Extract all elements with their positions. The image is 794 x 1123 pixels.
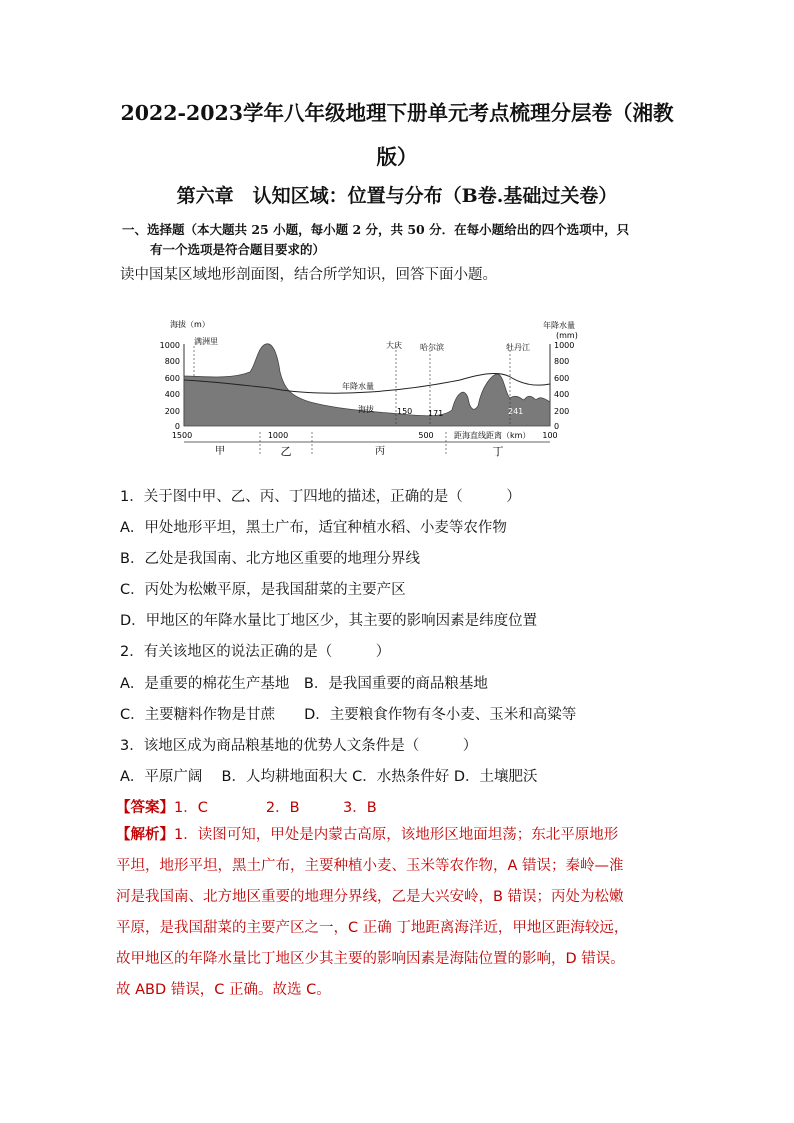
left-tick-600: 600 bbox=[164, 374, 180, 383]
right-axis-title-2: (mm) bbox=[556, 331, 578, 340]
value-241: 241 bbox=[508, 407, 524, 416]
question-3-options: A．平原广阔 B．人均耕地面积大 C．水热条件好 D．土壤肥沃 bbox=[120, 769, 538, 785]
answer-line bbox=[116, 796, 377, 817]
chapter-subtitle: 第六章 认知区域：位置与分布（B卷.基础过关卷） bbox=[176, 185, 618, 207]
distance-label: 距海直线距离（km） bbox=[454, 431, 531, 440]
distance-1500: 1500 bbox=[171, 431, 193, 440]
analysis-line-4: 平原，是我国甜菜的主要产区之一，C 正确 丁地距离海洋近，甲地区距海较远， bbox=[116, 920, 629, 936]
right-tick-200: 200 bbox=[554, 407, 570, 416]
question-1-option-a: A．甲处地形平坦，黑土广布，适宜种植水稻、小麦等农作物 bbox=[120, 520, 507, 536]
analysis-line-1 bbox=[116, 820, 676, 851]
region-bing: 丙 bbox=[375, 446, 385, 457]
question-1-option-b: B．乙处是我国南、北方地区重要的地理分界线 bbox=[120, 551, 420, 567]
question-2-options-cd: C．主要糖料作物是甘蔗 D．主要粮食作物有冬小麦、玉米和高粱等 bbox=[120, 707, 577, 723]
question-1-option-c: C．丙处为松嫩平原，是我国甜菜的主要产区 bbox=[120, 582, 406, 598]
left-tick-0: 0 bbox=[174, 422, 180, 431]
distance-1000: 1000 bbox=[267, 431, 289, 440]
right-tick-0: 0 bbox=[554, 422, 560, 431]
analysis-line-6: 故 ABD 错误，C 正确。故选 C。 bbox=[116, 982, 331, 998]
analysis-tag: 【解析】 bbox=[116, 827, 174, 843]
right-tick-800: 800 bbox=[554, 357, 570, 366]
terrain-profile-figure bbox=[160, 314, 600, 460]
analysis-line-1-text: 1．读图可知，甲处是内蒙古高原，该地形区地面坦荡；东北平原地形 bbox=[174, 827, 619, 843]
left-tick-200: 200 bbox=[164, 407, 180, 416]
value-666: 666 bbox=[198, 367, 214, 376]
region-ding: 丁 bbox=[492, 445, 504, 458]
question-1-option-d: D．甲地区的年降水量比丁地区少，其主要的影响因素是纬度位置 bbox=[120, 613, 538, 629]
question-2: 2．有关该地区的说法正确的是（ ） bbox=[120, 644, 391, 660]
distance-500: 500 bbox=[418, 431, 434, 440]
answer-tag: 【答案】 bbox=[116, 800, 174, 816]
right-tick-600: 600 bbox=[554, 374, 570, 383]
section-heading bbox=[122, 220, 682, 260]
analysis-line-5: 故甲地区的年降水量比丁地区少其主要的影响因素是海陆位置的影响，D 错误。 bbox=[116, 951, 625, 967]
answer-text: 1．C 2．B 3．B bbox=[174, 800, 377, 816]
analysis-line-2: 平坦，地形平坦，黑土广布，主要种植小麦、玉米等农作物，A 错误；秦岭—淮 bbox=[116, 858, 624, 874]
intro-text: 读中国某区域地形剖面图，结合所学知识，回答下面小题。 bbox=[120, 267, 497, 283]
distance-100: 100 bbox=[542, 431, 558, 440]
place-harbin: 哈尔滨 bbox=[420, 343, 444, 352]
analysis-block bbox=[116, 820, 676, 1006]
right-tick-1000: 1000 bbox=[554, 341, 575, 350]
left-axis-title: 海拔（m） bbox=[170, 320, 210, 329]
region-yi: 乙 bbox=[280, 445, 292, 458]
place-daqing: 大庆 bbox=[386, 341, 402, 350]
question-2-options-ab: A．是重要的棉花生产基地 B．是我国重要的商品粮基地 bbox=[120, 676, 488, 692]
place-manzhouli: 满洲里 bbox=[194, 337, 218, 346]
right-tick-400: 400 bbox=[554, 390, 570, 399]
doc-title-line2: 版） bbox=[376, 145, 418, 169]
region-jia: 甲 bbox=[215, 446, 225, 457]
section-heading-line1: 一、选择题（本大题共 25 小题，每小题 2 分，共 50 分．在每小题给出的四个选项中，只 bbox=[122, 222, 630, 237]
place-mudanjiang: 牡丹江 bbox=[506, 343, 530, 352]
right-axis-title-1: 年降水量 bbox=[543, 321, 575, 330]
analysis-line-3: 河是我国南、北方地区重要的地理分界线，乙是大兴安岭，B 错误；丙处为松嫩 bbox=[116, 889, 624, 905]
left-tick-1000: 1000 bbox=[160, 341, 180, 350]
label-precipitation: 年降水量 bbox=[342, 382, 374, 391]
value-171: 171 bbox=[428, 409, 444, 418]
doc-title-line1: 2022-2023学年八年级地理下册单元考点梳理分层卷（湘教 bbox=[120, 101, 674, 125]
left-tick-800: 800 bbox=[164, 357, 180, 366]
section-heading-line2: 有一个选项是符合题目要求的） bbox=[150, 242, 326, 257]
question-1: 1．关于图中甲、乙、丙、丁四地的描述，正确的是（ ） bbox=[120, 489, 521, 505]
question-3: 3．该地区成为商品粮基地的优势人文条件是（ ） bbox=[120, 738, 478, 754]
value-150: 150 bbox=[397, 407, 413, 416]
label-elevation: 海拔 bbox=[358, 405, 374, 414]
left-tick-400: 400 bbox=[164, 390, 180, 399]
